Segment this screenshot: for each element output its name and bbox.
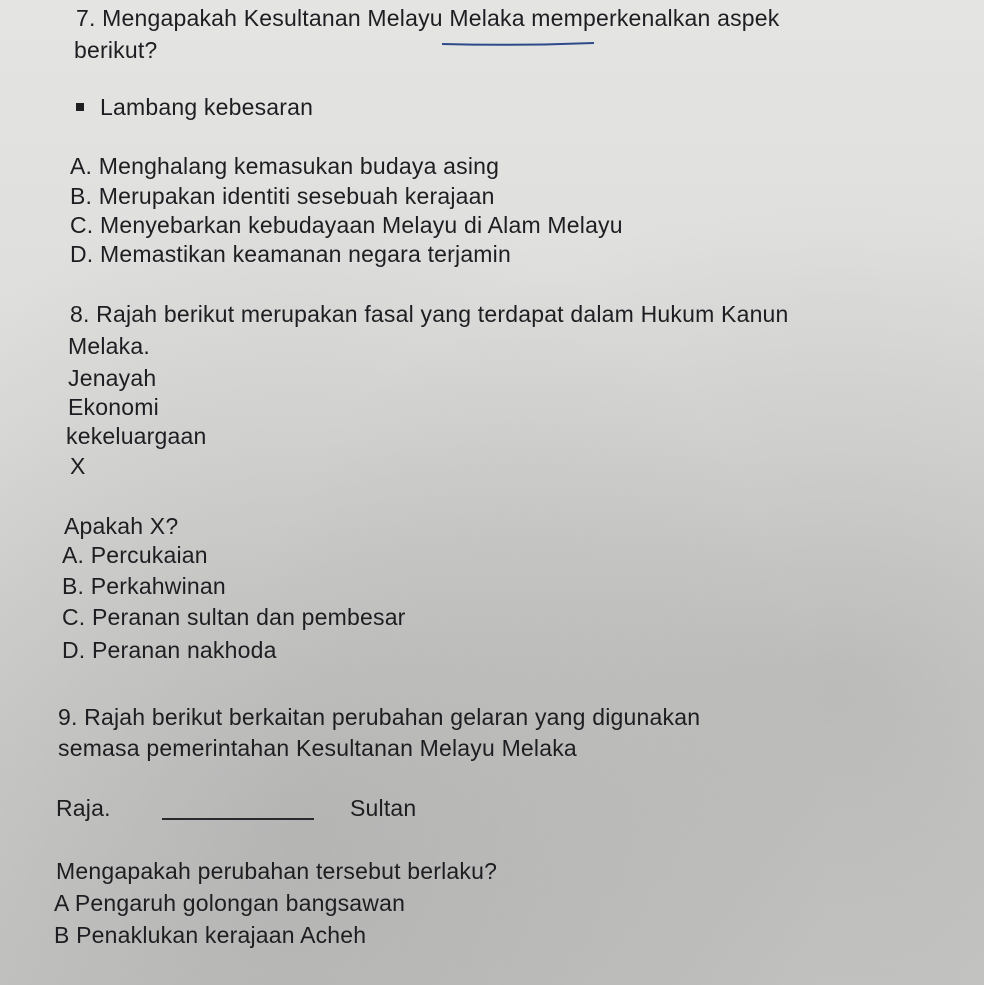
question-7-option-c: C. Menyebarkan kebudayaan Melayu di Alam Melayu [70, 212, 623, 238]
diagram-item-jenayah: Jenayah [68, 365, 157, 391]
question-7-option-a: A. Menghalang kemasukan budaya asing [70, 153, 500, 179]
question-8-option-a: A. Percukaian [62, 542, 208, 568]
question-8-text-line1: 8. Rajah berikut merupakan fasal yang terdapat dalam Hukum Kanun [70, 301, 789, 327]
question-7-text-line1: 7. Mengapakah Kesultanan Melayu Melaka memperkenalkan aspek [76, 5, 780, 31]
diagram-item-ekonomi: Ekonomi [68, 394, 159, 420]
question-8-option-d: D. Peranan nakhoda [62, 637, 277, 663]
question-9-option-b: B Penaklukan kerajaan Acheh [54, 922, 367, 948]
question-7-option-b: B. Merupakan identiti sesebuah kerajaan [70, 183, 495, 209]
question-9-text-line1: 9. Rajah berikut berkaitan perubahan gelaran yang digunakan [58, 704, 701, 730]
answer-blank-line [162, 818, 314, 820]
question-9-text-line2: semasa pemerintahan Kesultanan Melayu Melaka [58, 735, 577, 761]
question-8-text-line2: Melaka. [68, 333, 150, 359]
pen-underline-mark [442, 42, 594, 46]
question-8-option-c: C. Peranan sultan dan pembesar [62, 604, 406, 630]
diagram-item-x: X [70, 453, 86, 479]
question-8-option-b: B. Perkahwinan [62, 573, 226, 599]
question-7-option-d: D. Memastikan keamanan negara terjamin [70, 241, 511, 267]
question-7-text-line2: berikut? [74, 37, 158, 63]
question-9-option-a: A Pengaruh golongan bangsawan [54, 890, 406, 916]
bullet-icon [76, 103, 84, 111]
question-9-prompt: Mengapakah perubahan tersebut berlaku? [56, 858, 498, 884]
title-raja: Raja. [56, 795, 111, 821]
diagram-item-kekeluargaan: kekeluargaan [66, 423, 207, 449]
question-7-bullet-item: Lambang kebesaran [100, 94, 314, 120]
question-8-prompt: Apakah X? [64, 513, 179, 539]
title-sultan: Sultan [350, 795, 417, 821]
